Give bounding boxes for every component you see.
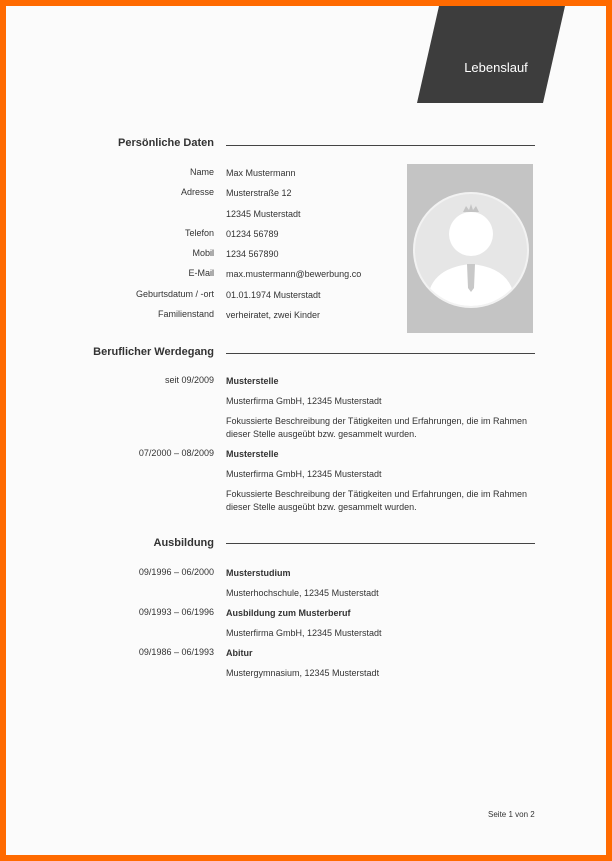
career-description: Fokussierte Beschreibung der Tätigkeiten und Erfahrungen, die im Rahmen dieser Stelle ausgeübt bzw. gesammelt wurden.: [226, 416, 528, 439]
section-title-education: Ausbildung: [153, 537, 214, 549]
career-company: Musterfirma GmbH, 12345 Musterstadt: [226, 396, 382, 406]
career-description: Fokussierte Beschreibung der Tätigkeiten und Erfahrungen, die im Rahmen dieser Stelle ausgeübt bzw. gesammelt wurden.: [226, 489, 528, 512]
section-divider-career: [226, 353, 535, 354]
avatar-placeholder-icon: [407, 164, 533, 333]
personal-value: 1234 567890: [226, 249, 279, 259]
title-banner: [417, 6, 565, 103]
personal-value: Musterstraße 12: [226, 188, 292, 198]
career-company: Musterfirma GmbH, 12345 Musterstadt: [226, 469, 382, 479]
section-title-career: Beruflicher Werdegang: [93, 346, 214, 358]
personal-value: max.mustermann@bewerbung.co: [226, 269, 362, 279]
personal-value: Max Mustermann: [226, 168, 296, 178]
career-date: 07/2000 – 08/2009: [138, 448, 214, 458]
education-title: Abitur: [226, 648, 253, 658]
personal-label: Adresse: [180, 187, 214, 197]
personal-label: E-Mail: [188, 268, 214, 278]
section-divider-personal: [226, 145, 535, 146]
document-title: Lebenslauf: [464, 60, 528, 75]
personal-value: 01234 56789: [226, 229, 279, 239]
career-position: Musterstelle: [226, 376, 279, 386]
personal-label: Telefon: [184, 228, 214, 238]
career-position: Musterstelle: [226, 449, 279, 459]
personal-label: Familienstand: [157, 309, 214, 319]
education-institution: Musterfirma GmbH, 12345 Musterstadt: [226, 628, 382, 638]
personal-value: 01.01.1974 Musterstadt: [226, 290, 321, 300]
personal-label: Geburtsdatum / -ort: [135, 289, 214, 299]
personal-label: Mobil: [192, 248, 214, 258]
education-institution: Mustergymnasium, 12345 Musterstadt: [226, 668, 380, 678]
education-date: 09/1993 – 06/1996: [138, 607, 214, 617]
personal-label: Name: [189, 167, 214, 177]
page: [6, 6, 606, 855]
career-date: seit 09/2009: [164, 375, 214, 385]
personal-value: verheiratet, zwei Kinder: [226, 310, 321, 320]
education-date: 09/1986 – 06/1993: [138, 647, 214, 657]
profile-photo: [407, 164, 533, 333]
section-divider-education: [226, 543, 535, 544]
education-title: Ausbildung zum Musterberuf: [226, 608, 351, 618]
education-title: Musterstudium: [226, 568, 291, 578]
section-title-personal: Persönliche Daten: [118, 137, 214, 149]
personal-value: 12345 Musterstadt: [226, 209, 301, 219]
page-number: Seite 1 von 2: [488, 810, 535, 819]
education-institution: Musterhochschule, 12345 Musterstadt: [226, 588, 379, 598]
education-date: 09/1996 – 06/2000: [138, 567, 214, 577]
